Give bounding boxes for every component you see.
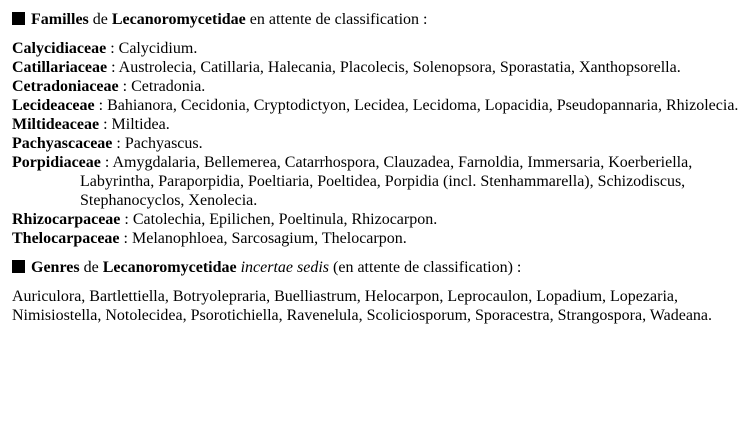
family-entry (12, 96, 740, 115)
family-separator: : (107, 59, 119, 76)
family-separator: : (94, 97, 108, 114)
family-name: Thelocarpaceae (12, 230, 120, 247)
family-entry (12, 134, 740, 153)
family-name: Lecideaceae (12, 97, 95, 114)
family-separator: : (99, 116, 112, 133)
family-genera: Pachyascus. (124, 135, 203, 152)
family-name: Miltideaceae (12, 116, 100, 133)
families-list (12, 39, 740, 248)
families-heading (12, 10, 740, 30)
document-page (12, 10, 740, 325)
family-separator: : (119, 230, 132, 247)
family-name: Porpidiaceae (12, 154, 101, 171)
black-square-bullet-icon (12, 260, 25, 273)
family-genera: Melanophloea, Sarcosagium, Thelocarpon. (131, 230, 407, 247)
genera-heading (12, 258, 740, 278)
family-entry (12, 115, 740, 134)
family-separator: : (112, 135, 125, 152)
family-separator: : (120, 211, 133, 228)
family-separator: : (106, 40, 119, 57)
families-heading-de: de (88, 11, 112, 28)
family-genera: Miltidea. (111, 116, 170, 133)
family-separator: : (118, 78, 132, 95)
genera-heading-subclass: Lecanoromycetidae (102, 259, 237, 276)
family-entry (12, 153, 740, 210)
genera-incertae-sedis-list: Auriculora, Bartlettiella, Botryolepraria, Buelliastrum, Helocarpon, Leprocaulon, Lopadium, Lopezaria, Nimisiostella, Notolecidea, Psorotichiella, Ravenelula, Scoliciosporum, Sporacestra, Strangospora, Wadeana. (12, 288, 713, 324)
family-name: Rhizocarpaceae (12, 211, 121, 228)
family-entry (12, 58, 740, 77)
family-genera: Calycidium. (118, 40, 198, 57)
families-heading-rest: en attente de classification : (245, 11, 428, 28)
families-heading-subclass: Lecanoromycetidae (111, 11, 246, 28)
family-entry (12, 210, 740, 229)
family-genera: Catolechia, Epilichen, Poeltinula, Rhizocarpon. (132, 211, 438, 228)
genera-heading-rest: (en attente de classification) : (329, 259, 522, 276)
genera-heading-de: de (79, 259, 103, 276)
family-name: Cetradoniaceae (12, 78, 119, 95)
family-separator: : (100, 154, 113, 171)
family-name: Calycidiaceae (12, 40, 107, 57)
family-name: Pachyascaceae (12, 135, 113, 152)
black-square-bullet-icon (12, 12, 25, 25)
family-genera: Austrolecia, Catillaria, Halecania, Placolecis, Solenopsora, Sporastatia, Xanthopsorella. (118, 59, 681, 76)
genera-heading-label: Genres (31, 259, 80, 276)
family-entry (12, 77, 740, 96)
genera-heading-incertae-sedis: incertae sedis (240, 259, 330, 276)
family-entry (12, 229, 740, 248)
family-entry (12, 39, 740, 58)
family-genera: Cetradonia. (131, 78, 206, 95)
family-name: Catillariaceae (12, 59, 108, 76)
family-genera: Bahianora, Cecidonia, Cryptodictyon, Lecidea, Lecidoma, Lopacidia, Pseudopannaria, Rhizolecia. (107, 97, 739, 114)
family-genera: Amygdalaria, Bellemerea, Catarrhospora, Clauzadea, Farnoldia, Immersaria, Koerberiella, Labyrintha, Paraporpidia, Poeltiaria, Poeltidea, Porpidia (incl. Stenhammarella), Schizodiscus, Stephanocyclos, Xenolecia. (80, 154, 693, 209)
families-heading-label: Familles (31, 11, 89, 28)
